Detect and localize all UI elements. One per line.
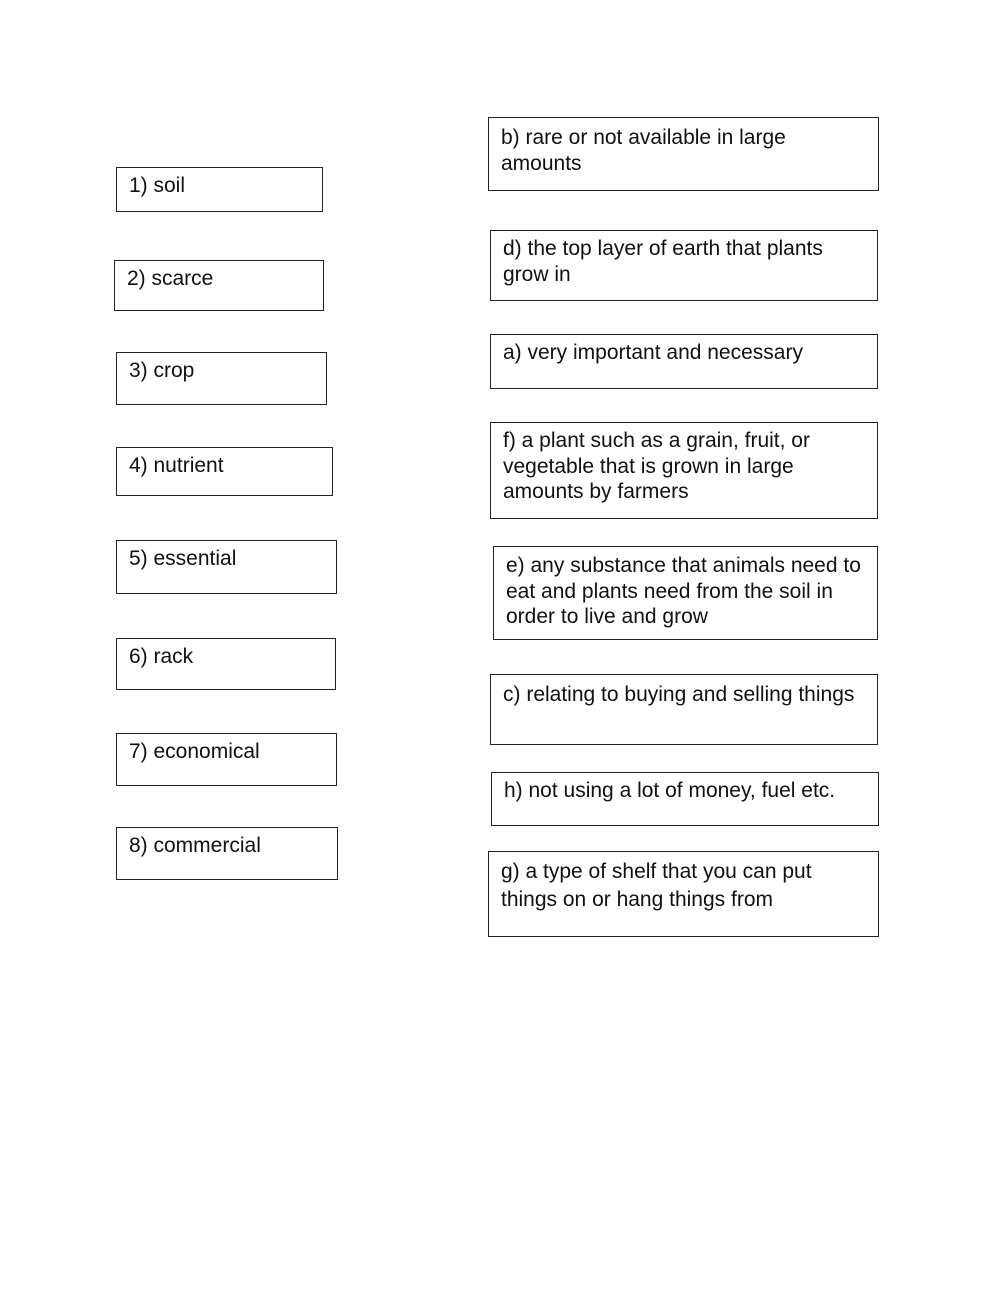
term-commercial[interactable] [116,827,338,880]
term-label: 7) economical [129,740,260,763]
definition-d[interactable] [490,230,878,301]
term-label: 1) soil [129,174,186,197]
term-label: 2) scarce [127,267,214,290]
definition-a[interactable] [490,334,878,389]
term-essential[interactable] [116,540,337,594]
definition-text: c) relating to buying and selling things [503,683,855,706]
definition-text: a) very important and necessary [503,341,803,364]
definition-e[interactable] [493,546,878,640]
term-label: 4) nutrient [129,454,224,477]
term-scarce[interactable] [114,260,324,311]
definition-text: f) a plant such as a grain, fruit, or vegetable that is grown in large amounts by farmers [503,429,810,503]
definition-b[interactable] [488,117,879,191]
definition-text: b) rare or not available in large amounts [501,126,786,175]
definition-f[interactable] [490,422,878,519]
definition-g[interactable] [488,851,879,937]
term-economical[interactable] [116,733,337,786]
term-label: 5) essential [129,547,237,570]
term-label: 3) crop [129,359,195,382]
term-rack[interactable] [116,638,336,690]
definition-text: h) not using a lot of money, fuel etc. [504,779,836,802]
term-soil[interactable] [116,167,323,212]
definition-text: e) any substance that animals need to eat and plants need from the soil in order to live and grow [506,554,861,628]
definition-text: d) the top layer of earth that plants grow in [503,237,823,286]
definition-text: g) a type of shelf that you can put things on or hang things from [501,860,812,911]
term-crop[interactable] [116,352,327,405]
term-label: 8) commercial [129,834,261,857]
term-nutrient[interactable] [116,447,333,496]
term-label: 6) rack [129,645,194,668]
definition-c[interactable] [490,674,878,745]
definition-h[interactable] [491,772,879,826]
